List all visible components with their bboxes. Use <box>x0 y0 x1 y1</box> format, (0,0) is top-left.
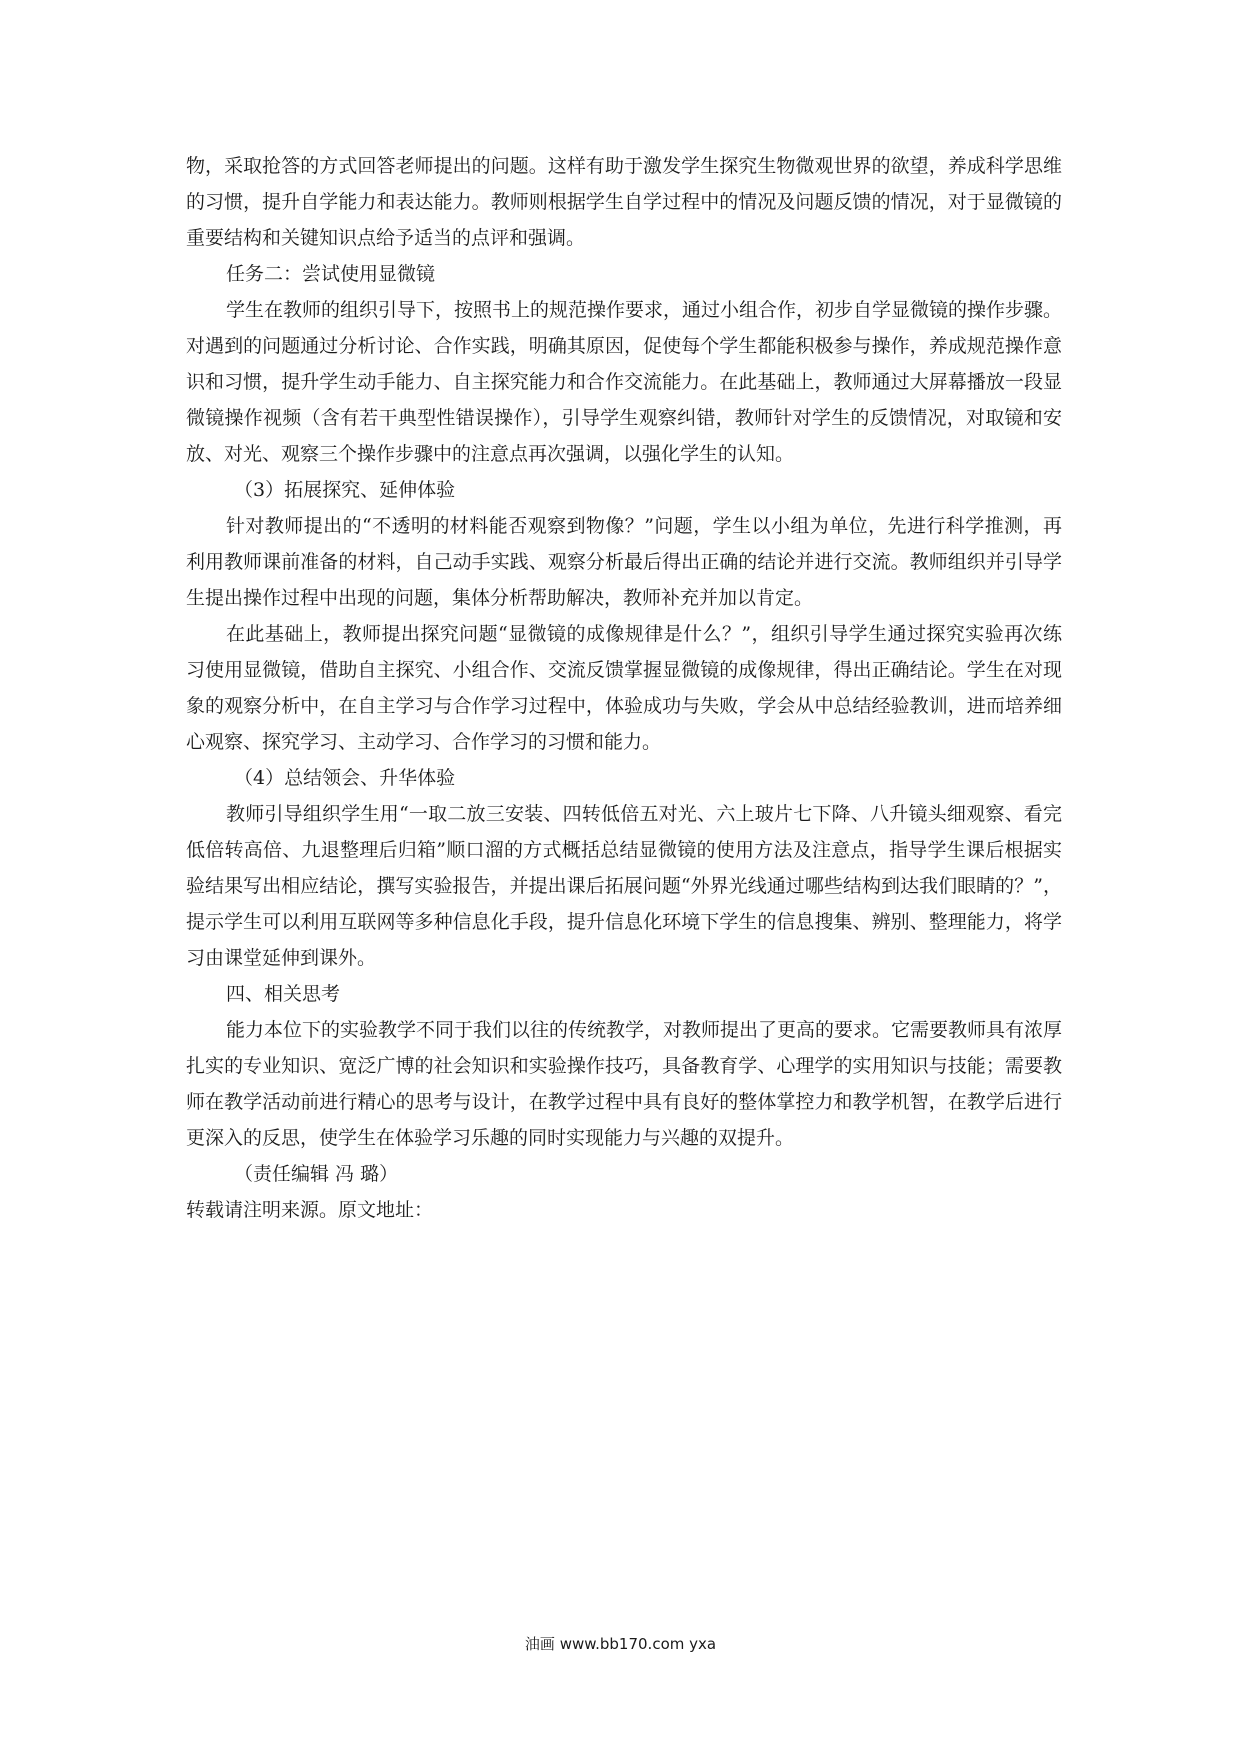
paragraph-summary: 教师引导组织学生用“一取二放三安装、四转低倍五对光、六上玻片七下降、八升镜头细观察、看完低倍转高倍、九退整理后归箱”顺口溜的方式概括总结显微镜的使用方法及注意点，指导学生课后根据实验结果写出相应结论，撰写实验报告，并提出课后拓展问题“外界光线通过哪些结构到达我们眼睛的？”，提示学生可以利用互联网等多种信息化手段，提升信息化环境下学生的信息搜集、辨别、整理能力，将学习由课堂延伸到课外。 <box>186 803 1062 969</box>
article-body <box>186 148 1062 1228</box>
paragraph-extension-inquiry: 针对教师提出的“不透明的材料能否观察到物像？”问题，学生以小组为单位，先进行科学推测，再利用教师课前准备的材料，自己动手实践、观察分析最后得出正确的结论并进行交流。教师组织并引导学生提出操作过程中出现的问题，集体分析帮助解决，教师补充并加以肯定。 <box>186 515 1062 609</box>
source-note: 转载请注明来源。原文地址： <box>186 1199 434 1221</box>
paragraph-reflection: 能力本位下的实验教学不同于我们以往的传统教学，对教师提出了更高的要求。它需要教师具有浓厚扎实的专业知识、宽泛广博的社会知识和实验操作技巧，具备教育学、心理学的实用知识与技能；需要教师在教学活动前进行精心的思考与设计，在教学过程中具有良好的整体掌控力和教学机智，在教学后进行更深入的反思，使学生在体验学习乐趣的同时实现能力与兴趣的双提升。 <box>186 1019 1063 1149</box>
paragraph-imaging-rule: 在此基础上，教师提出探究问题“显微镜的成像规律是什么？”，组织引导学生通过探究实验再次练习使用显微镜，借助自主探究、小组合作、交流反馈掌握显微镜的成像规律，得出正确结论。学生在对现象的观察分析中，在自主学习与合作学习过程中，体验成功与失败，学会从中总结经验教训，进而培养细心观察、探究学习、主动学习、合作学习的习惯和能力。 <box>186 623 1062 753</box>
page-footer: 油画 www.bb170.com yxa <box>524 1635 717 1653</box>
paragraph-task-two: 学生在教师的组织引导下，按照书上的规范操作要求，通过小组合作，初步自学显微镜的操作步骤。对遇到的问题通过分析讨论、合作实践，明确其原因，促使每个学生都能积极参与操作，养成规范操作意识和习惯，提升学生动手能力、自主探究能力和合作交流能力。在此基础上，教师通过大屏幕播放一段显微镜操作视频（含有若干典型性错误操作），引导学生观察纠错，教师针对学生的反馈情况，对取镜和安放、对光、观察三个操作步骤中的注意点再次强调，以强化学生的认知。 <box>186 299 1063 465</box>
section-heading-four: 四、相关思考 <box>226 983 341 1005</box>
paragraph-continued: 物，采取抢答的方式回答老师提出的问题。这样有助于激发学生探究生物微观世界的欲望，养成科学思维的习惯，提升自学能力和表达能力。教师则根据学生自学过程中的情况及问题反馈的情况，对于显微镜的重要结构和关键知识点给予适当的点评和强调。 <box>186 155 1062 249</box>
editor-credit: （责任编辑 冯 璐） <box>234 1163 399 1185</box>
section-heading-3: （3）拓展探究、延伸体验 <box>234 479 456 501</box>
section-heading-task-two: 任务二：尝试使用显微镜 <box>226 263 436 285</box>
section-heading-4: （4）总结领会、升华体验 <box>234 767 456 789</box>
